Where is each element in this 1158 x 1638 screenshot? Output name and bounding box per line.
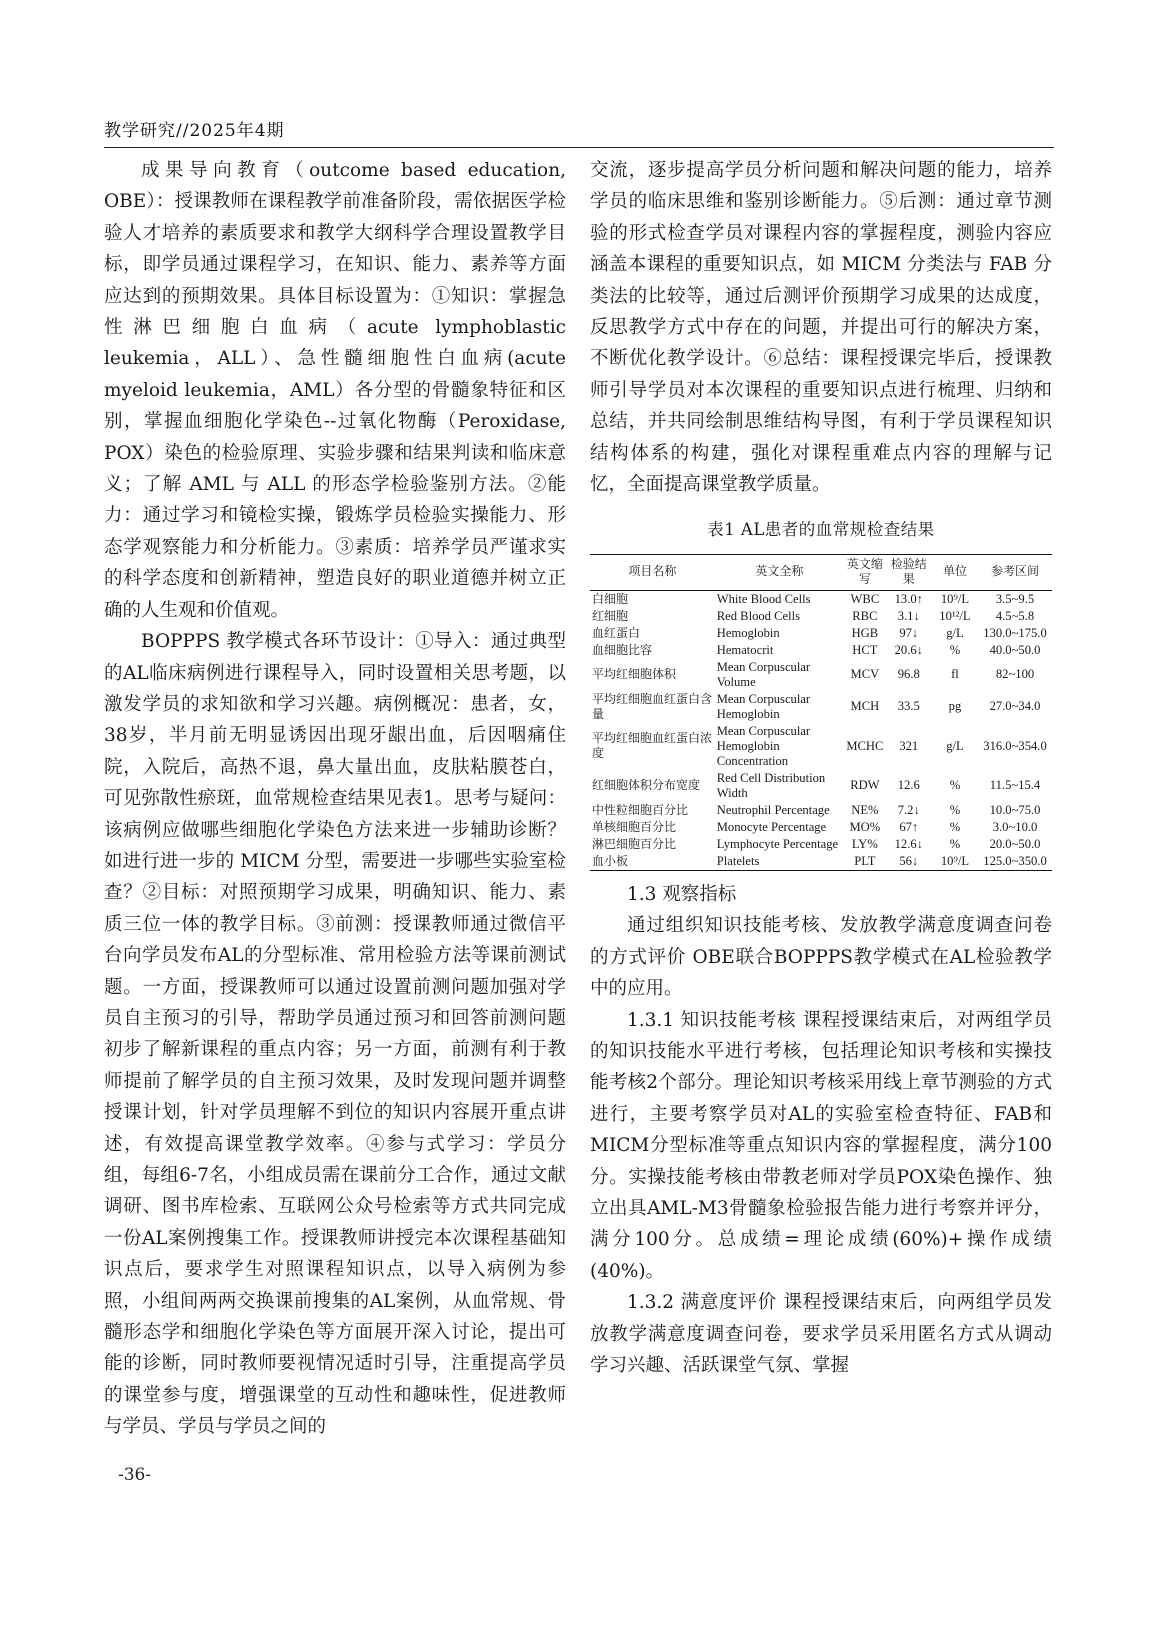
cell-english-name: Neutrophil Percentage bbox=[716, 802, 830, 817]
cell-reference: 316.0~354.0 bbox=[983, 738, 1047, 753]
cell-english-name: Red Cell Distribution Width bbox=[716, 770, 826, 800]
cell-item-name: 血细胞比容 bbox=[592, 642, 653, 657]
cell-unit: 10⁹/L bbox=[940, 591, 970, 606]
table-row bbox=[590, 836, 1052, 853]
cell-abbreviation: MCV bbox=[850, 667, 880, 682]
header-reference: 参考区间 bbox=[978, 554, 1052, 590]
table-row bbox=[590, 608, 1052, 625]
cell-result: 12.6 bbox=[897, 778, 920, 793]
journal-header: 教学研究//2025年4期 bbox=[104, 121, 285, 141]
cell-reference: 4.5~5.8 bbox=[995, 608, 1035, 623]
cell-english-name: Mean Corpuscular Volume bbox=[716, 659, 811, 689]
cell-item-name: 血红蛋白 bbox=[592, 625, 641, 640]
page-number: -36- bbox=[118, 1465, 152, 1485]
cell-unit: % bbox=[949, 802, 961, 817]
paragraph-1-3: 通过组织知识技能考核、发放教学满意度调查问卷的方式评价 OBE联合BOPPPS教学模式在AL检验教学中的应用。 bbox=[590, 915, 1052, 1000]
cell-item-name: 中性粒细胞百分比 bbox=[592, 802, 689, 817]
table-row bbox=[590, 802, 1052, 819]
cell-abbreviation: LY% bbox=[851, 836, 878, 851]
cell-unit: 10¹²/L bbox=[939, 608, 971, 623]
paragraph-continuation: 交流，逐步提高学员分析问题和解决问题的能力，培养学员的临床思维和鉴别诊断能力。⑤后测：通过章节测验的形式检查学员对课程内容的掌握程度，测验内容应涵盖本课程的重要知识点，如 MICM 分类法与 FAB 分类法的比较等，通过后测评价预期学习成果的达成度，反思教学方式中存在的问题，并提出可行的解决方案，不断优化教学设计。⑥总结：课程授课完毕后，授课教师引导学员对本次课程的重要知识点进行梳理、归纳和总结，并共同绘制思维结构导图，有利于学员课程知识结构体系的构建，强化对课程重难点内容的理解与记忆，全面提高课堂教学质量。 bbox=[590, 160, 1052, 496]
cell-english-name: Hemoglobin bbox=[716, 625, 780, 640]
cell-unit: % bbox=[949, 642, 961, 657]
header-abbreviation: 英文缩写 bbox=[844, 554, 886, 590]
header-unit: 单位 bbox=[932, 554, 978, 590]
cell-abbreviation: RBC bbox=[852, 608, 878, 623]
cell-english-name: Mean Corpuscular Hemoglobin bbox=[716, 691, 811, 721]
cell-unit: % bbox=[949, 778, 961, 793]
table-row bbox=[590, 625, 1052, 642]
header-item-name: 项目名称 bbox=[590, 554, 715, 590]
cell-result: 33.5 bbox=[897, 699, 920, 714]
cell-result: 12.6↓ bbox=[894, 836, 923, 851]
cell-result: 321 bbox=[899, 738, 919, 753]
cell-abbreviation: MCHC bbox=[846, 738, 884, 753]
table-row bbox=[590, 819, 1052, 836]
table-body bbox=[590, 590, 1052, 870]
cell-abbreviation: NE% bbox=[851, 802, 879, 817]
section-heading-1-3: 1.3 观察指标 bbox=[627, 883, 737, 905]
header-result: 检验结果 bbox=[886, 554, 932, 590]
cell-abbreviation: HCT bbox=[852, 642, 878, 657]
cell-result: 96.8 bbox=[897, 667, 920, 682]
table-row bbox=[590, 853, 1052, 871]
table-caption: 表1 AL患者的血常规检查结果 bbox=[707, 520, 935, 540]
table-header-row bbox=[590, 554, 1052, 590]
cell-reference: 10.0~75.0 bbox=[989, 802, 1041, 817]
cell-english-name: Hematocrit bbox=[716, 642, 774, 657]
cell-english-name: Mean Corpuscular Hemoglobin Concentration bbox=[716, 723, 811, 768]
cell-item-name: 单核细胞百分比 bbox=[592, 819, 677, 834]
cell-unit: % bbox=[949, 819, 961, 834]
paragraph-1-3-1: 1.3.1 知识技能考核 课程授课结束后，对两组学员的知识技能水平进行考核，包括理论知识考核和实操技能考核2个部分。理论知识考核采用线上章节测验的方式进行，主要考察学员对AL的实验室检查特征、FAB和MICM分型标准等重点知识内容的掌握程度，满分100分。实操技能考核由带教老师对学员POX染色操作、独立出具AML-M3骨髓象检验报告能力进行考察并评分，满分100分。总成绩=理论成绩(60%)+操作成绩(40%)。 bbox=[590, 1009, 1052, 1282]
cell-reference: 11.5~15.4 bbox=[989, 778, 1041, 793]
blood-routine-table bbox=[590, 554, 1052, 871]
cell-result: 20.6↓ bbox=[894, 642, 923, 657]
table-row bbox=[590, 659, 1052, 691]
cell-abbreviation: MCH bbox=[850, 699, 880, 714]
cell-abbreviation: PLT bbox=[844, 853, 886, 871]
paragraph-boppps: BOPPPS 教学模式各环节设计：①导入：通过典型的AL临床病例进行课程导入，同时设置相关思考题，以激发学员的求知欲和学习兴趣。病例概况：患者，女，38岁，半月前无明显诱因出现牙龈出血，后因咽痛住院，入院后，高热不退，鼻大量出血，皮肤粘膜苍白，可见弥散性瘀斑，血常规检查结果见表1。思考与疑问：该病例应做哪些细胞化学染色方法来进一步辅助诊断？如进行进一步的 MICM 分型，需要进一步哪些实验室检查？②目标：对照预期学习成果，明确知识、能力、素质三位一体的教学目标。③前测：授课教师通过微信平台向学员发布AL的分型标准、常用检验方法等课前测试题。一方面，授课教师可以通过设置前测问题加强对学员自主预习的引导，帮助学员通过预习和回答前测问题初步了解新课程的重点内容；另一方面，前测有利于教师提前了解学员的自主预习效果，及时发现问题并调整授课计划，针对学员理解不到位的知识内容展开重点讲述，有效提高课堂教学效率。④参与式学习：学员分组，每组6-7名，小组成员需在课前分工合作，通过文献调研、图书库检索、互联网公众号检索等方式共同完成一份AL案例搜集工作。授课教师讲授完本次课程基础知识点后，要求学生对照课程知识点，以导入病例为参照，小组间两两交换课前搜集的AL案例，从血常规、骨髓形态学和细胞化学染色等方面展开深入讨论，提出可能的诊断，同时教师要视情况适时引导，注重提高学员的课堂参与度，增强课堂的互动性和趣味性，促进教师与学员、学员与学员之间的 bbox=[104, 631, 566, 1438]
cell-result: 97↓ bbox=[899, 625, 919, 640]
cell-reference: 130.0~175.0 bbox=[983, 625, 1047, 640]
cell-reference: 20.0~50.0 bbox=[989, 836, 1041, 851]
cell-result: 13.0↑ bbox=[894, 591, 923, 606]
cell-item-name: 红细胞 bbox=[592, 608, 629, 623]
cell-reference: 40.0~50.0 bbox=[989, 642, 1041, 657]
cell-result: 7.2↓ bbox=[897, 802, 920, 817]
cell-reference: 3.0~10.0 bbox=[992, 819, 1038, 834]
cell-item-name: 平均红细胞血红蛋白含量 bbox=[592, 691, 713, 721]
cell-english-name: Platelets bbox=[715, 853, 844, 871]
table-row bbox=[590, 691, 1052, 723]
table-row bbox=[590, 770, 1052, 802]
cell-result: 3.1↓ bbox=[897, 608, 920, 623]
paragraph-obe: 成果导向教育（outcome based education, OBE）：授课教师在课程教学前准备阶段，需依据医学检验人才培养的素质要求和教学大纲科学合理设置教学目标，即学员通过课程学习，在知识、能力、素养等方面应达到的预期效果。具体目标设置为：①知识：掌握急性淋巴细胞白血病（acute lymphoblastic leukemia，ALL）、急性髓细胞性白血病(acute myeloid leukemia，AML）各分型的骨髓象特征和区别，掌握血细胞化学染色--过氧化物酶（Peroxidase, POX）染色的检验原理、实验步骤和结果判读和临床意义；了解 AML 与 ALL 的形态学检验鉴别方法。②能力：通过学习和镜检实操，锻炼学员检验实操能力、形态学观察能力和分析能力。③素质：培养学员严谨求实的科学态度和创新精神，塑造良好的职业道德并树立正确的人生观和价值观。 bbox=[104, 160, 566, 621]
cell-item-name: 淋巴细胞百分比 bbox=[592, 836, 677, 851]
right-column bbox=[590, 155, 1052, 1381]
cell-unit: % bbox=[949, 836, 961, 851]
header-english-name: 英文全称 bbox=[715, 554, 844, 590]
cell-unit: g/L bbox=[946, 625, 964, 640]
cell-abbreviation: WBC bbox=[850, 591, 880, 606]
cell-reference: 125.0~350.0 bbox=[978, 853, 1052, 871]
table-row bbox=[590, 590, 1052, 608]
cell-item-name: 白细胞 bbox=[592, 591, 629, 606]
cell-abbreviation: HGB bbox=[851, 625, 879, 640]
cell-item-name: 平均红细胞体积 bbox=[592, 667, 677, 682]
cell-reference: 27.0~34.0 bbox=[989, 699, 1041, 714]
table-row bbox=[590, 723, 1052, 770]
cell-english-name: White Blood Cells bbox=[716, 591, 811, 606]
left-column bbox=[104, 155, 566, 1443]
cell-result: 56↓ bbox=[886, 853, 932, 871]
cell-reference: 82~100 bbox=[995, 667, 1035, 682]
cell-english-name: Lymphocyte Percentage bbox=[716, 836, 839, 851]
cell-result: 67↑ bbox=[899, 819, 919, 834]
cell-item-name: 血小板 bbox=[590, 853, 715, 871]
cell-item-name: 红细胞体积分布宽度 bbox=[592, 778, 701, 793]
cell-unit: 10⁹/L bbox=[932, 853, 978, 871]
cell-english-name: Monocyte Percentage bbox=[716, 819, 827, 834]
cell-item-name: 平均红细胞血红蛋白浓度 bbox=[592, 731, 713, 761]
cell-unit: fl bbox=[951, 667, 959, 682]
table-row bbox=[590, 642, 1052, 659]
cell-unit: pg bbox=[948, 699, 962, 714]
cell-abbreviation: RDW bbox=[850, 778, 880, 793]
cell-unit: g/L bbox=[946, 738, 964, 753]
cell-reference: 3.5~9.5 bbox=[995, 591, 1035, 606]
paragraph-1-3-2: 1.3.2 满意度评价 课程授课结束后，向两组学员发放教学满意度调查问卷，要求学员采用匿名方式从调动学习兴趣、活跃课堂气氛、掌握 bbox=[590, 1292, 1052, 1376]
header-rule bbox=[104, 147, 1054, 148]
cell-english-name: Red Blood Cells bbox=[716, 608, 800, 623]
cell-abbreviation: MO% bbox=[849, 819, 881, 834]
